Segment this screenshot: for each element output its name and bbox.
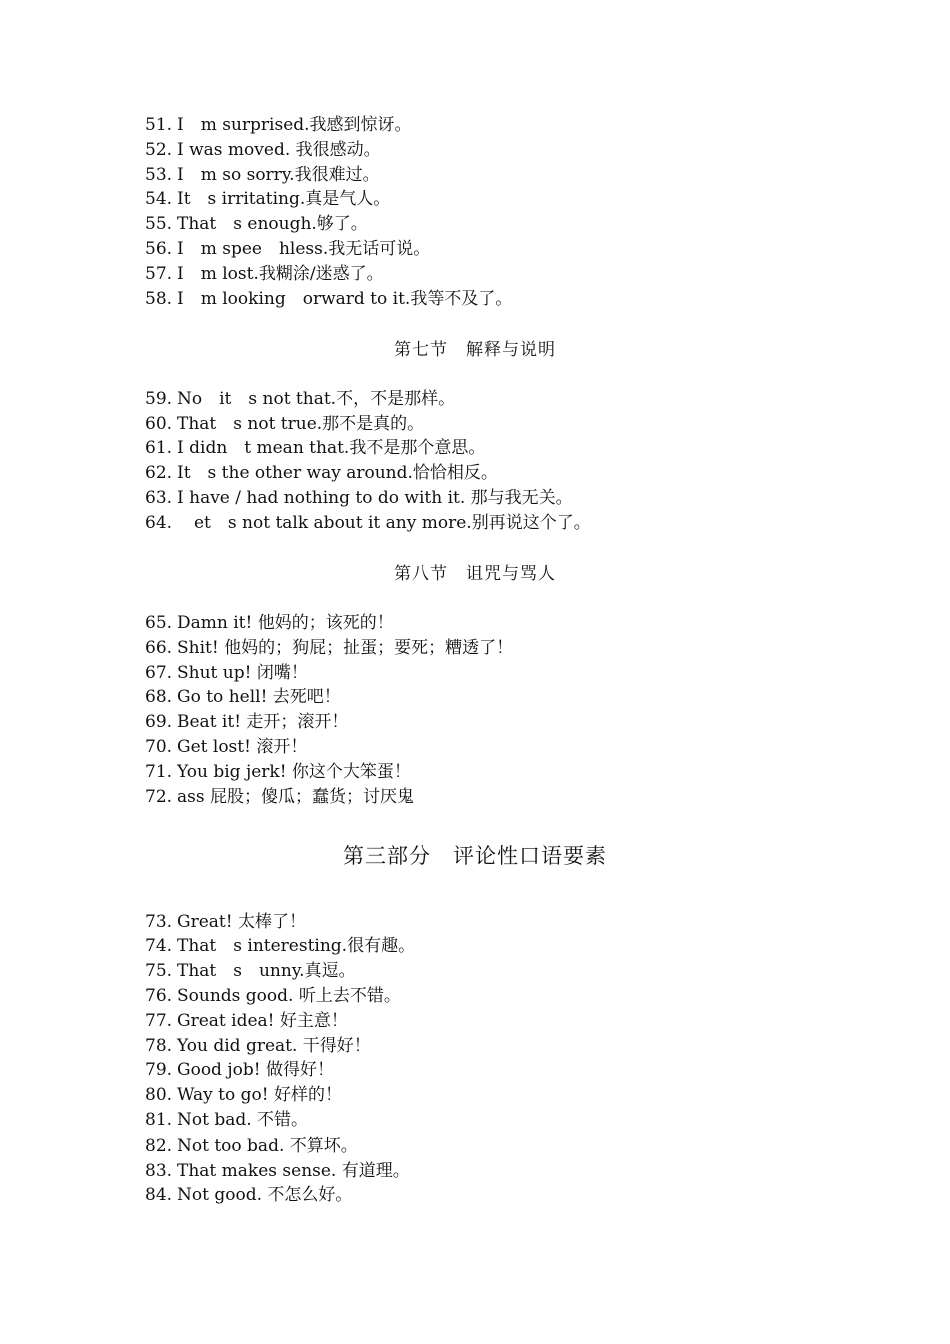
list-item <box>145 1183 352 1207</box>
list-item <box>145 237 430 261</box>
list-item <box>145 1108 308 1132</box>
item-number: 59. <box>145 389 173 409</box>
item-text: I didn t mean that.我不是那个意思。 <box>177 438 486 458</box>
list-item <box>145 760 411 784</box>
item-number: 58. <box>145 289 173 309</box>
list-item <box>145 163 380 187</box>
list-item <box>145 412 424 436</box>
item-text: Good job! 做得好！ <box>177 1060 334 1080</box>
list-item <box>145 611 394 635</box>
list-item <box>145 187 390 211</box>
item-text: I m lost.我糊涂/迷惑了。 <box>177 264 384 284</box>
list-item <box>145 735 307 759</box>
list-item <box>145 1058 334 1082</box>
item-number: 53. <box>145 165 173 185</box>
item-number: 74. <box>145 936 173 956</box>
item-text: It s irritating.真是气人。 <box>177 189 391 209</box>
list-item <box>145 287 512 311</box>
item-text: That s interesting.很有趣。 <box>177 936 416 956</box>
item-number: 68. <box>145 687 173 707</box>
list-item <box>145 387 455 411</box>
item-number: 80. <box>145 1085 173 1105</box>
item-number: 62. <box>145 463 173 483</box>
item-number: 64. <box>145 513 173 533</box>
list-item <box>145 1159 410 1183</box>
item-text: Damn it! 他妈的；该死的！ <box>177 613 394 633</box>
item-number: 57. <box>145 264 173 284</box>
list-item <box>145 710 348 734</box>
item-text: Go to hell! 去死吧！ <box>177 687 341 707</box>
item-text: et s not talk about it any more.别再说这个了。 <box>177 513 591 533</box>
item-number: 79. <box>145 1060 173 1080</box>
item-number: 73. <box>145 912 173 932</box>
item-number: 82. <box>145 1136 173 1156</box>
list-item <box>145 1034 371 1058</box>
item-text: No it s not that.不，不是那样。 <box>177 389 456 409</box>
list-item <box>145 934 415 958</box>
list-item <box>145 636 513 660</box>
list-item <box>145 212 368 236</box>
item-number: 54. <box>145 189 173 209</box>
item-text: It s the other way around.恰恰相反。 <box>177 463 498 483</box>
item-text: That makes sense. 有道理。 <box>177 1161 410 1181</box>
item-text: Shit! 他妈的；狗屁；扯蛋；要死；糟透了！ <box>177 638 514 658</box>
part-title: 第三部分 评论性口语要素 <box>343 844 607 868</box>
list-item <box>145 1083 342 1107</box>
section-title: 第七节 解释与说明 <box>394 340 556 360</box>
item-number: 70. <box>145 737 173 757</box>
item-text: I m looking orward to it.我等不及了。 <box>177 289 513 309</box>
item-number: 78. <box>145 1036 173 1056</box>
item-text: Sounds good. 听上去不错。 <box>177 986 401 1006</box>
item-text: You big jerk! 你这个大笨蛋！ <box>177 762 411 782</box>
item-number: 72. <box>145 787 173 807</box>
item-text: Way to go! 好样的！ <box>177 1085 342 1105</box>
item-number: 60. <box>145 414 173 434</box>
item-number: 76. <box>145 986 173 1006</box>
item-number: 61. <box>145 438 173 458</box>
item-number: 66. <box>145 638 173 658</box>
list-item <box>145 1009 348 1033</box>
list-item <box>145 661 308 685</box>
section-title: 第八节 诅咒与骂人 <box>394 564 556 584</box>
item-text: Beat it! 走开；滚开！ <box>177 712 349 732</box>
item-number: 69. <box>145 712 173 732</box>
item-text: Great idea! 好主意！ <box>177 1011 348 1031</box>
item-text: Shut up! 闭嘴！ <box>177 663 308 683</box>
item-text: I m surprised.我感到惊讶。 <box>177 115 412 135</box>
item-text: Great! 太棒了！ <box>177 912 306 932</box>
item-number: 71. <box>145 762 173 782</box>
item-number: 83. <box>145 1161 173 1181</box>
list-item <box>145 511 591 535</box>
list-item <box>145 138 381 162</box>
item-text: That s not true.那不是真的。 <box>177 414 425 434</box>
list-item <box>145 984 401 1008</box>
item-text: I m spee hless.我无话可说。 <box>177 239 431 259</box>
item-number: 56. <box>145 239 173 259</box>
item-number: 51. <box>145 115 173 135</box>
list-item <box>145 113 412 137</box>
list-item <box>145 1134 358 1158</box>
item-text: Not bad. 不错。 <box>177 1110 309 1130</box>
item-text: I m so sorry.我很难过。 <box>177 165 380 185</box>
item-number: 65. <box>145 613 173 633</box>
list-item <box>145 910 306 934</box>
list-item <box>145 486 573 510</box>
item-text: That s enough.够了。 <box>177 214 368 234</box>
item-number: 67. <box>145 663 173 683</box>
item-number: 77. <box>145 1011 173 1031</box>
item-text: You did great. 干得好！ <box>177 1036 371 1056</box>
list-item <box>145 461 498 485</box>
list-item <box>145 685 341 709</box>
item-number: 81. <box>145 1110 173 1130</box>
list-item <box>145 262 384 286</box>
item-text: I was moved. 我很感动。 <box>177 140 381 160</box>
item-number: 75. <box>145 961 173 981</box>
item-number: 84. <box>145 1185 173 1205</box>
item-number: 52. <box>145 140 173 160</box>
item-text: That s unny.真逗。 <box>177 961 356 981</box>
item-text: Get lost! 滚开！ <box>177 737 308 757</box>
list-item <box>145 959 356 983</box>
list-item <box>145 436 485 460</box>
item-text: I have / had nothing to do with it. 那与我无关。 <box>177 488 573 508</box>
item-number: 63. <box>145 488 173 508</box>
item-number: 55. <box>145 214 173 234</box>
item-text: Not good. 不怎么好。 <box>177 1185 353 1205</box>
item-text: ass 屁股；傻瓜；蠢货；讨厌鬼 <box>177 787 414 807</box>
list-item <box>145 785 414 809</box>
item-text: Not too bad. 不算坏。 <box>177 1136 358 1156</box>
